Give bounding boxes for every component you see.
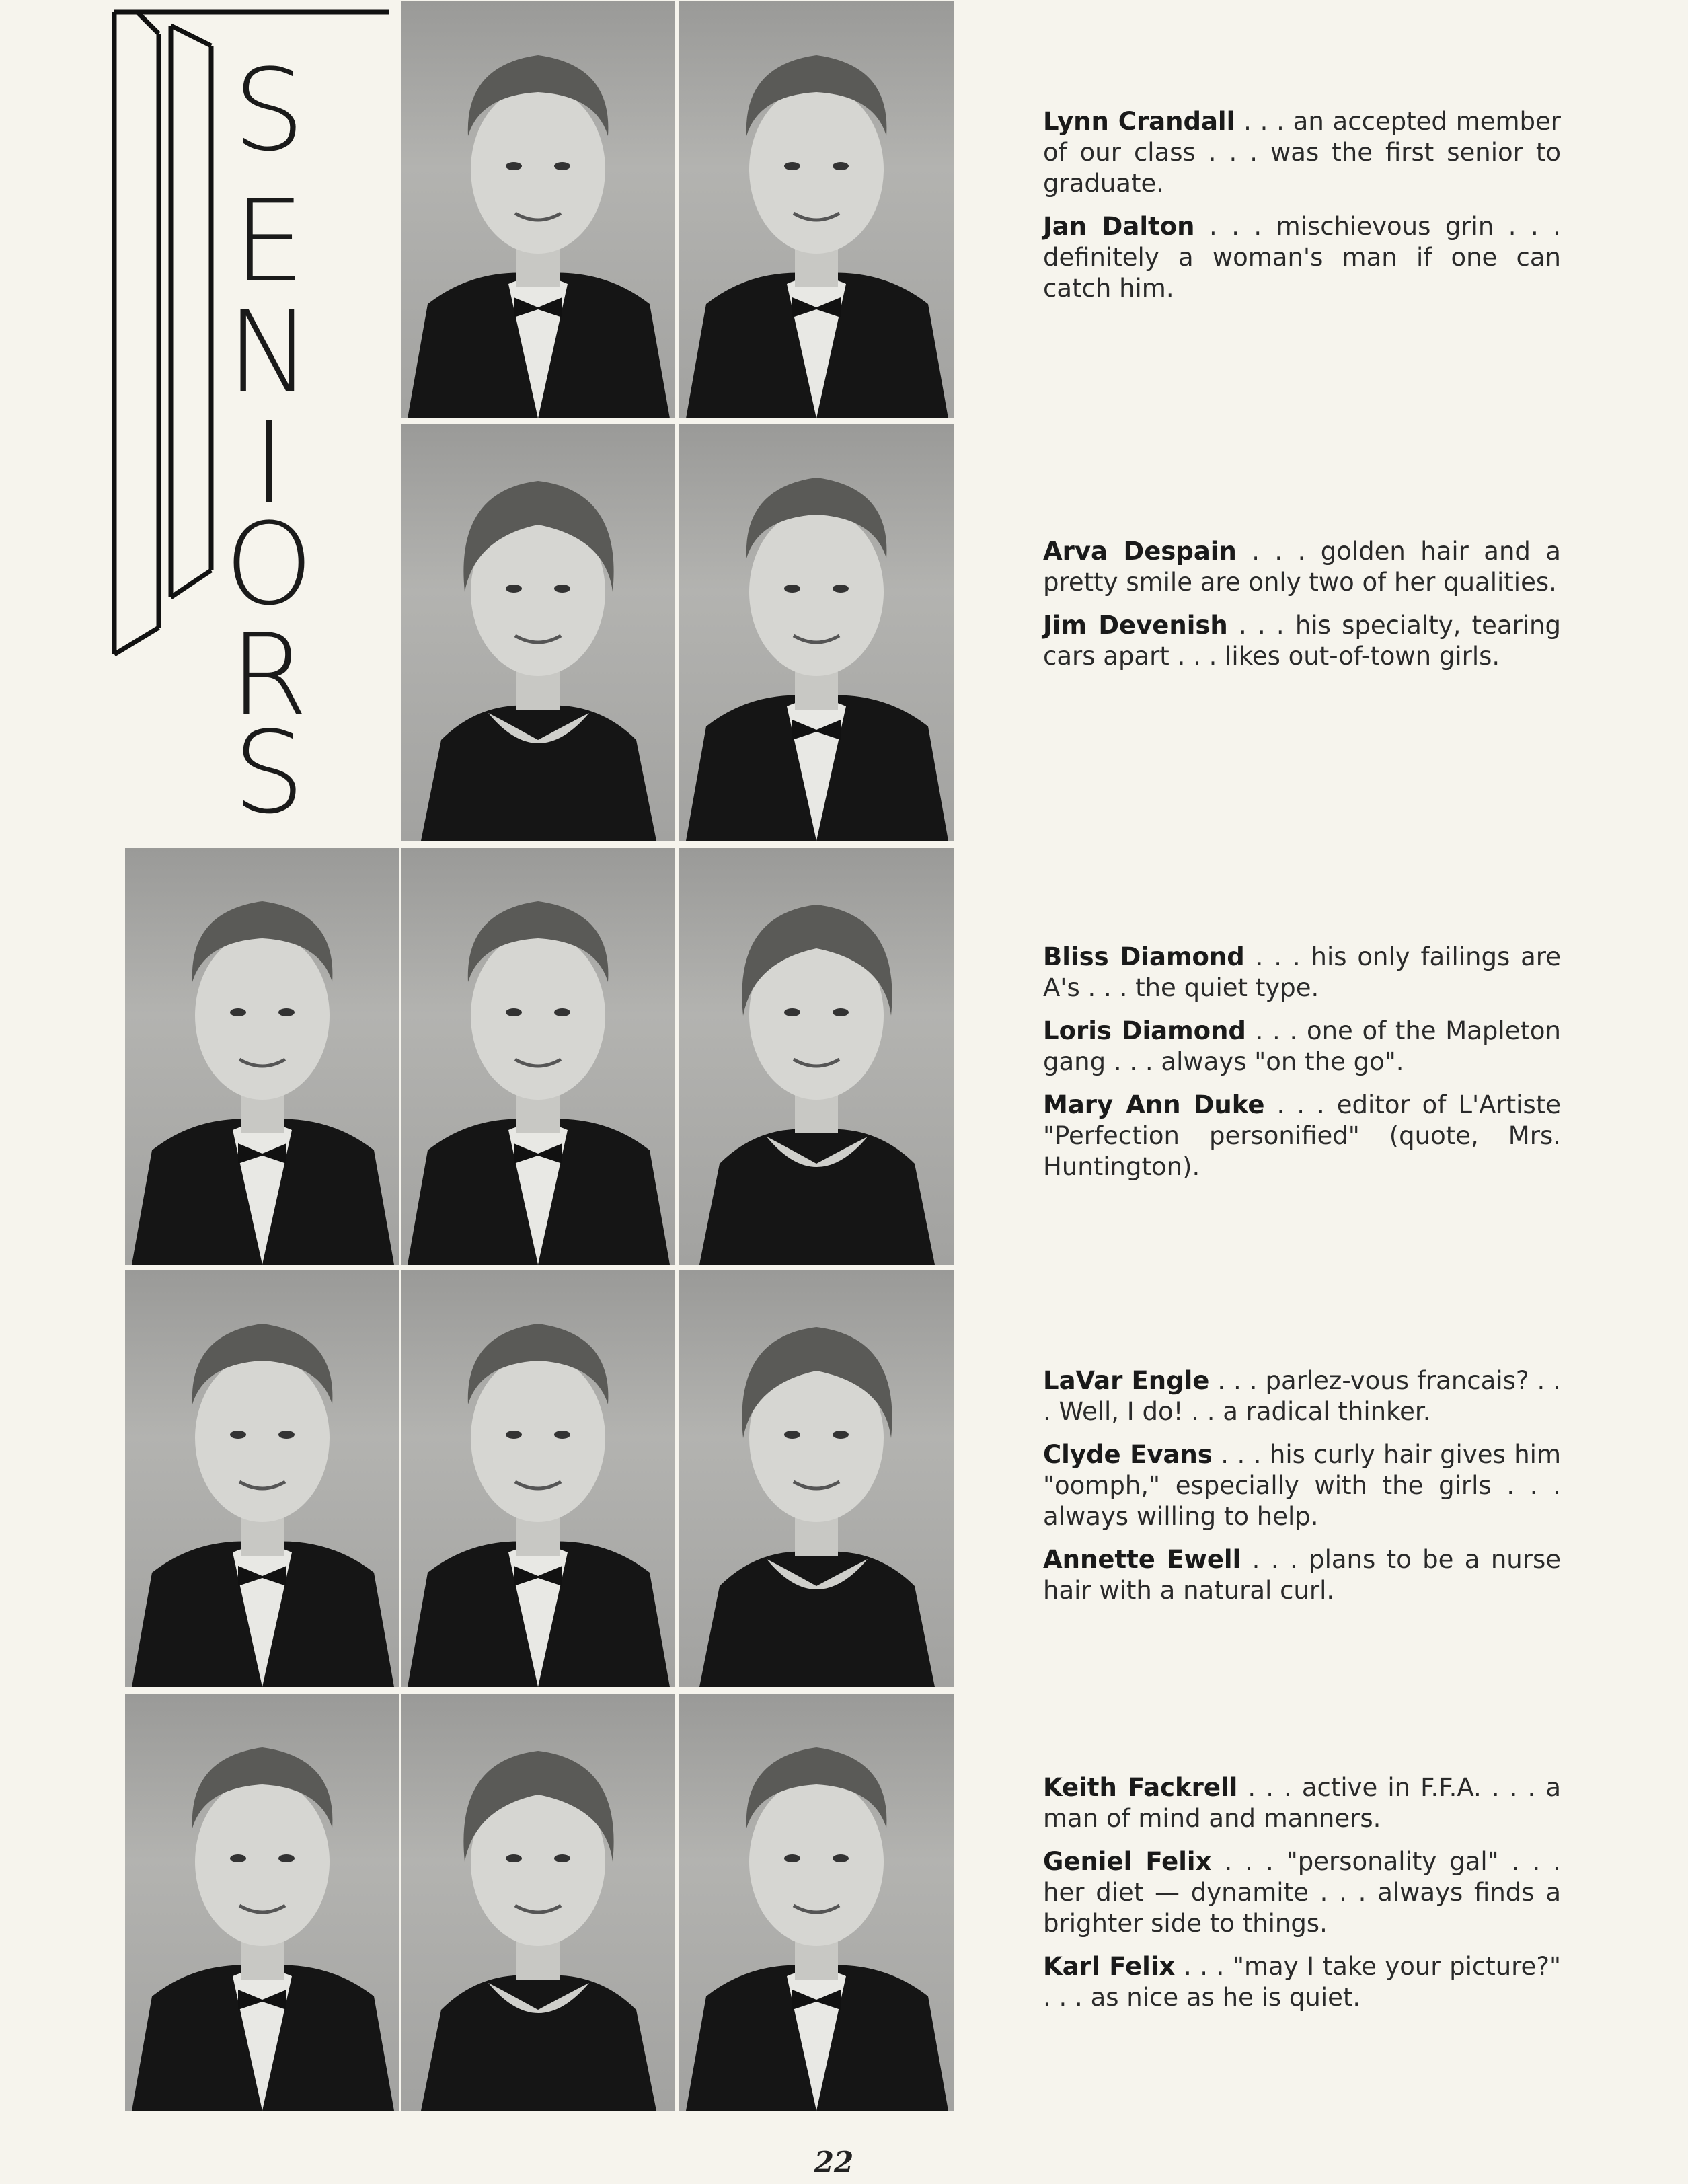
bio-entry — [1043, 1544, 1561, 1606]
senior-description: . . . an accepted member of our class . . . was the first senior to graduate. — [1043, 107, 1562, 198]
portrait-silhouette — [125, 848, 399, 1265]
portrait-silhouette — [679, 1270, 954, 1687]
portrait-silhouette — [401, 848, 675, 1265]
senior-name: Jan Dalton — [1043, 212, 1195, 241]
senior-name: Jim Devenish — [1043, 611, 1228, 640]
senior-description: . . . golden hair and a pretty smile are only two of her qualities. — [1043, 537, 1561, 597]
senior-description: . . . parlez-vous francais? . . . Well, I do! . . a radical thinker. — [1043, 1366, 1561, 1426]
senior-name: Keith Fackrell — [1043, 1773, 1238, 1802]
bio-group — [1043, 106, 1561, 316]
heading-letter: S — [233, 707, 305, 839]
portrait-photo — [401, 1694, 675, 2111]
senior-description: . . . "personality gal" . . . her diet — dynamite . . . always finds a brighter side to things. — [1043, 1847, 1561, 1938]
bio-entry — [1043, 536, 1561, 598]
senior-description: . . . active in F.F.A. . . . a man of mind and manners. — [1043, 1773, 1561, 1833]
senior-name: Arva Despain — [1043, 537, 1237, 566]
senior-description: . . . his only failings are A's . . . the quiet type. — [1043, 942, 1561, 1002]
senior-name: Bliss Diamond — [1043, 942, 1245, 971]
portrait-photo — [679, 424, 954, 841]
portrait-photo — [679, 1270, 954, 1687]
heading-letter: O — [224, 498, 314, 630]
portrait-silhouette — [125, 1694, 399, 2111]
portrait-silhouette — [679, 424, 954, 841]
portrait-photo — [125, 1270, 399, 1687]
portrait-silhouette — [401, 1, 675, 418]
bio-group — [1043, 536, 1561, 684]
portrait-silhouette — [679, 1, 954, 418]
bio-entry — [1043, 1365, 1561, 1427]
bio-entry — [1043, 1951, 1561, 2013]
heading-letter: I — [252, 398, 286, 529]
bio-entry — [1043, 1772, 1561, 1834]
senior-name: Loris Diamond — [1043, 1016, 1246, 1045]
senior-description: . . . his specialty, tearing cars apart . . . likes out-of-town girls. — [1043, 611, 1561, 671]
portrait-silhouette — [401, 424, 675, 841]
portrait-silhouette — [679, 1694, 954, 2111]
senior-name: LaVar Engle — [1043, 1366, 1210, 1395]
bio-entry — [1043, 106, 1561, 199]
senior-name: Lynn Crandall — [1043, 107, 1235, 136]
bio-entry — [1043, 1439, 1561, 1532]
portrait-photo — [401, 848, 675, 1265]
senior-name: Clyde Evans — [1043, 1440, 1213, 1469]
portrait-photo — [125, 848, 399, 1265]
senior-description: . . . mischievous grin . . . definitely a woman's man if one can catch him. — [1043, 212, 1561, 303]
senior-description: . . . "may I take your picture?" . . . as nice as he is quiet. — [1043, 1952, 1561, 2012]
senior-name: Mary Ann Duke — [1043, 1090, 1265, 1119]
senior-description: . . . editor of L'Artiste "Perfection personified" (quote, Mrs. Huntington). — [1043, 1090, 1561, 1181]
heading-letter: E — [233, 176, 305, 307]
portrait-photo — [401, 1270, 675, 1687]
portrait-photo — [401, 424, 675, 841]
bio-entry — [1043, 610, 1561, 672]
portrait-photo — [401, 1, 675, 418]
portrait-photo — [125, 1694, 399, 2111]
bio-group — [1043, 1365, 1561, 1618]
portrait-silhouette — [679, 848, 954, 1265]
heading-letter: R — [229, 609, 309, 741]
portrait-photo — [679, 1, 954, 418]
heading-letter: N — [227, 287, 311, 418]
bio-group — [1043, 942, 1561, 1195]
portrait-silhouette — [401, 1694, 675, 2111]
senior-name: Geniel Felix — [1043, 1847, 1212, 1876]
portrait-photo — [679, 848, 954, 1265]
portrait-photo — [679, 1694, 954, 2111]
senior-name: Karl Felix — [1043, 1952, 1176, 1981]
senior-description: . . . plans to be a nurse hair with a natural curl. — [1043, 1545, 1561, 1605]
bio-group — [1043, 1772, 1561, 2025]
portrait-silhouette — [125, 1270, 399, 1687]
senior-name: Annette Ewell — [1043, 1545, 1241, 1574]
page-number: 22 — [814, 2146, 854, 2179]
bio-entry — [1043, 1846, 1561, 1939]
bio-entry — [1043, 1016, 1561, 1078]
portrait-silhouette — [401, 1270, 675, 1687]
heading-letter: S — [233, 44, 305, 176]
bio-entry — [1043, 211, 1561, 304]
bio-entry — [1043, 942, 1561, 1004]
bio-entry — [1043, 1090, 1561, 1182]
senior-description: . . . his curly hair gives him "oomph," especially with the girls . . . always willing to help. — [1043, 1440, 1561, 1531]
senior-description: . . . one of the Mapleton gang . . . always "on the go". — [1043, 1016, 1561, 1076]
